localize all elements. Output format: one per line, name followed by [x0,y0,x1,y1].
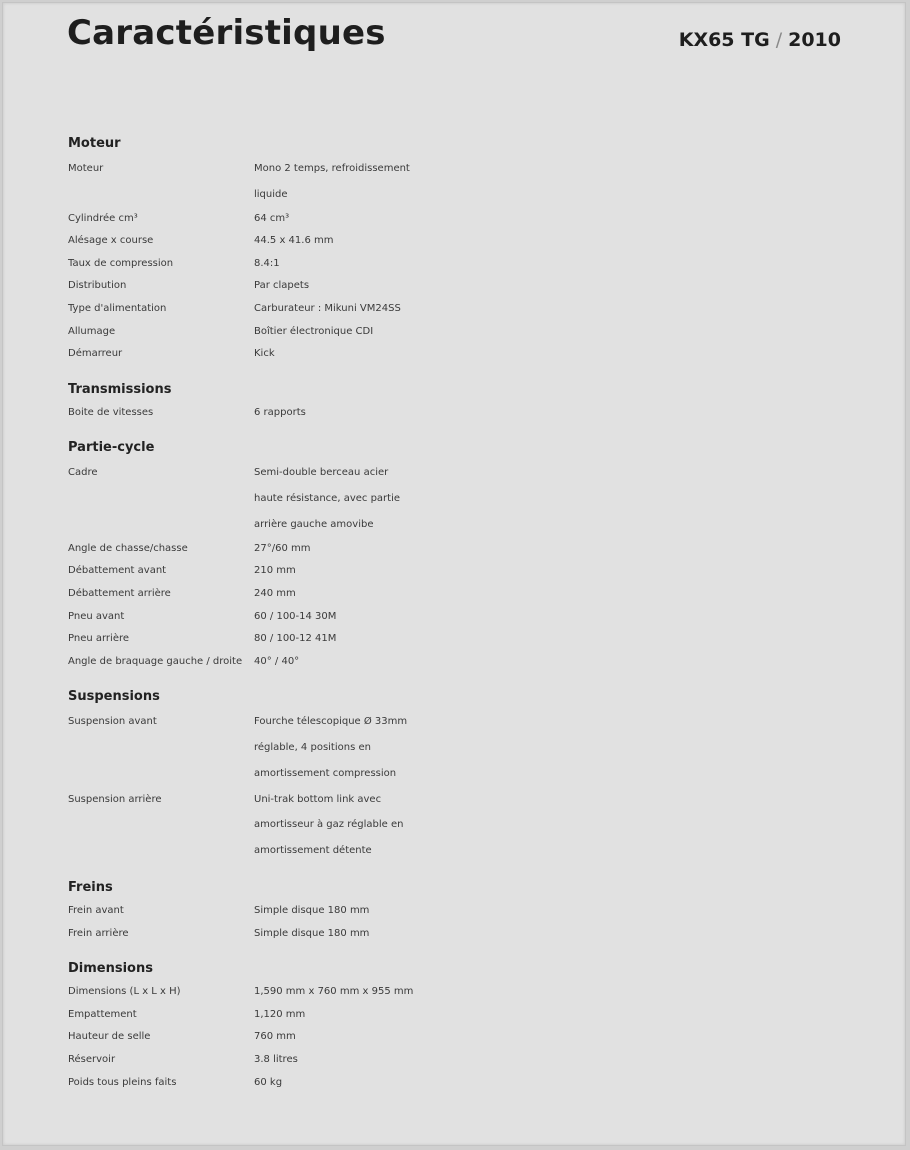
section-gap [68,864,488,878]
spec-value: Uni-trak bottom link avec amortisseur à gaz réglable en amortissement détente [254,793,404,857]
spec-row [68,606,488,629]
spec-row [68,1004,488,1027]
spec-value: 1,590 mm x 760 mm x 955 mm [254,986,414,998]
spec-row [68,651,488,674]
spec-label: Allumage [68,325,116,337]
model-heading [679,29,841,51]
spec-section [68,380,488,425]
section-title: Partie-cycle [68,440,155,456]
model-year: 2010 [788,29,841,51]
spec-value: 44.5 x 41.6 mm [254,235,334,247]
spec-value: 40° / 40° [254,655,300,667]
spec-label: Débattement avant [68,565,167,577]
spec-value: Carburateur : Mikuni VM24SS [254,302,401,314]
spec-value: 1,120 mm [254,1008,306,1020]
spec-row [68,1072,488,1095]
section-gap [68,945,488,959]
spec-label: Angle de chasse/chasse [68,542,188,554]
spec-row [68,275,488,298]
page-title: Caractéristiques [67,13,386,53]
spec-section [68,878,488,945]
spec-label: Suspension arrière [68,793,162,805]
spec-row [68,460,488,537]
spec-label: Débattement arrière [68,587,171,599]
spec-row [68,1026,488,1049]
spec-label: Frein avant [68,905,124,917]
spec-label: Distribution [68,280,127,292]
spec-label: Démarreur [68,348,123,360]
spec-row [68,560,488,583]
spec-label: Type d'alimentation [68,302,167,314]
spec-row [68,298,488,321]
spec-value: 240 mm [254,587,296,599]
spec-row [68,253,488,276]
spec-row [68,538,488,561]
spec-value: 27°/60 mm [254,542,311,554]
spec-value: Par clapets [254,280,310,292]
spec-label: Cylindrée cm³ [68,212,138,224]
spec-label: Pneu arrière [68,633,130,645]
spec-label: Réservoir [68,1054,116,1066]
spec-value: 760 mm [254,1031,296,1043]
spec-value: 6 rapports [254,406,306,418]
spec-section [68,959,488,1094]
spec-value: 80 / 100-12 41M [254,633,337,645]
spec-label: Angle de braquage gauche / droite [68,655,243,667]
spec-value: Semi-double berceau acier haute résistance, avec partie arrière gauche amovibe [254,467,401,530]
spec-value: Boîtier électronique CDI [254,325,374,337]
spec-row [68,156,488,208]
spec-row [68,709,488,786]
spec-row [68,402,488,425]
section-title: Suspensions [68,689,160,705]
spec-value: 210 mm [254,565,296,577]
specs-list [68,134,488,1094]
spec-label: Moteur [68,163,104,174]
spec-label: Alésage x course [68,235,154,247]
section-gap [68,424,488,438]
spec-sheet-panel [2,2,906,1146]
spec-value: 8.4:1 [254,257,280,269]
spec-label: Dimensions (L x L x H) [68,986,181,998]
spec-value: Fourche télescopique Ø 33mm réglable, 4 positions en amortissement compression [254,716,408,779]
spec-label: Poids tous pleins faits [68,1076,177,1088]
spec-value: 3.8 litres [254,1054,298,1066]
spec-label: Boite de vitesses [68,406,154,418]
spec-row [68,787,488,864]
model-separator: / [775,29,783,51]
spec-value: Simple disque 180 mm [254,927,370,939]
spec-label: Pneu avant [68,610,125,622]
spec-row [68,230,488,253]
spec-label: Empattement [68,1008,137,1020]
spec-row [68,583,488,606]
spec-row [68,208,488,231]
spec-row [68,1049,488,1072]
spec-value: Kick [254,348,275,360]
spec-value: 60 kg [254,1076,283,1088]
spec-label: Hauteur de selle [68,1031,151,1043]
spec-row [68,981,488,1004]
section-title: Transmissions [68,381,172,397]
section-title: Moteur [68,136,121,151]
spec-section [68,134,488,366]
spec-row [68,628,488,651]
spec-value: Mono 2 temps, refroidissement liquide [254,163,410,200]
spec-row [68,343,488,366]
section-title: Dimensions [68,961,153,977]
section-title: Freins [68,880,113,896]
spec-label: Cadre [68,467,98,479]
spec-section [68,438,488,673]
section-gap [68,673,488,687]
spec-row [68,900,488,923]
model-name: KX65 TG [678,29,770,51]
spec-value: 64 cm³ [254,212,290,224]
spec-row [68,923,488,946]
spec-section [68,687,488,864]
spec-row [68,321,488,344]
spec-label: Taux de compression [68,257,174,269]
spec-label: Suspension avant [68,716,157,728]
spec-value: 60 / 100-14 30M [254,610,337,622]
spec-label: Frein arrière [68,927,129,939]
spec-value: Simple disque 180 mm [254,905,370,917]
section-gap [68,366,488,380]
